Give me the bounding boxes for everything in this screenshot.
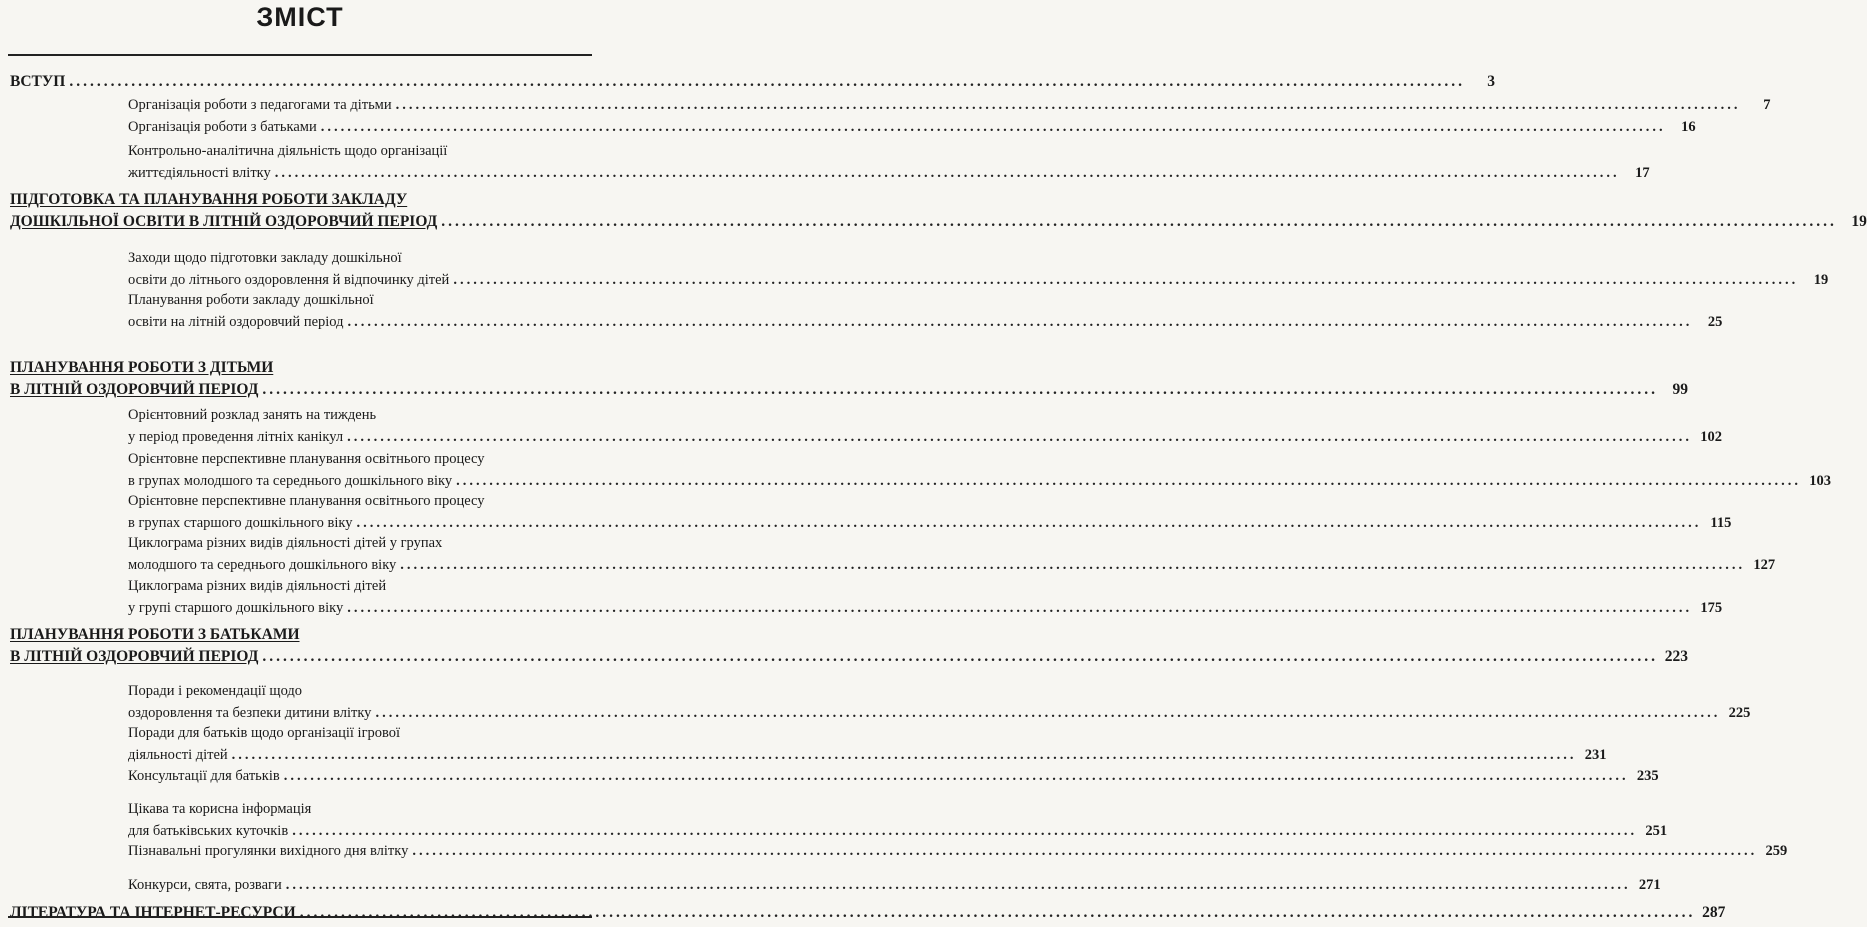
entry-line [10, 357, 598, 379]
page-number: 115 [1710, 515, 1732, 531]
entry-title-line: ПЛАНУВАННЯ РОБОТИ З БАТЬКАМИ [10, 626, 300, 643]
entry-title-line: для батьківських куточків [128, 823, 289, 839]
entry-last-line [128, 311, 1723, 333]
entry-title-line: Конкурси, свята, розваги [128, 877, 282, 893]
dot-leader: ........................................................................................................................................................................................................... [262, 648, 1658, 665]
page-number: 259 [1765, 843, 1788, 859]
entry-title-line: Контрольно-аналітична діяльність щодо організації [128, 143, 448, 159]
page-number: 223 [1664, 648, 1688, 665]
entry-line [128, 490, 598, 512]
toc-subsection [0, 532, 1776, 576]
entry-title-line: ПЛАНУВАННЯ РОБОТИ З ДІТЬМИ [10, 359, 274, 376]
page-number: 3 [1487, 73, 1495, 90]
dot-leader: ........................................................................................................................................................................................................... [395, 97, 1741, 113]
entry-last-line [128, 470, 1831, 492]
entry-last-line [128, 744, 1607, 766]
entry-title-line: Орієнтовне перспективне планування освітнього процесу [128, 451, 485, 467]
entry-title-line: життєдіяльності влітку [128, 165, 271, 181]
toc-section [0, 71, 1495, 93]
toc-subsection [0, 94, 1771, 116]
entry-title-line: Орієнтовне перспективне планування освітнього процесу [128, 493, 485, 509]
entry-last-line [10, 211, 1867, 233]
toc-subsection [0, 575, 1723, 619]
entry-line [128, 532, 598, 554]
top-rule [8, 54, 592, 56]
entry-title-line: діяльності дітей [128, 747, 228, 763]
page-number: 99 [1672, 381, 1688, 398]
page-number: 17 [1635, 165, 1650, 181]
dot-leader: ........................................................................................................................................................................................................... [274, 165, 1620, 181]
page-number: 271 [1638, 877, 1661, 893]
entry-title-line: в групах молодшого та середнього дошкільного віку [128, 473, 453, 489]
entry-title-line: Поради і рекомендації щодо [128, 683, 303, 699]
page-number: 103 [1809, 473, 1831, 489]
entry-title-line: Циклограма різних видів діяльності дітей [128, 578, 387, 594]
entry-line [128, 404, 598, 426]
entry-last-line [128, 597, 1723, 619]
dot-leader: ........................................................................................................................................................................................................... [441, 213, 1837, 230]
entry-line [10, 189, 598, 211]
entry-title-line: В ЛІТНІЙ ОЗДОРОВЧИЙ ПЕРІОД [10, 648, 259, 665]
toc-subsection [0, 874, 1661, 896]
entry-last-line [128, 702, 1751, 724]
dot-leader: ........................................................................................................................................................................................................... [375, 705, 1721, 721]
entry-title-line: Організація роботи з педагогами та дітьми [128, 97, 392, 113]
page-number: 235 [1636, 768, 1659, 784]
entry-line [10, 624, 598, 646]
entry-title-line: оздоровлення та безпеки дитини влітку [128, 705, 372, 721]
entry-last-line [10, 646, 1688, 668]
entry-title-line: у групі старшого дошкільного віку [128, 600, 344, 616]
toc-subsection [0, 116, 1696, 138]
toc-subsection [0, 840, 1788, 862]
entry-title-line: Пізнавальні прогулянки вихідного дня влітку [128, 843, 409, 859]
entry-title-line: Консультації для батьків [128, 768, 280, 784]
dot-leader: ........................................................................................................................................................................................................... [456, 473, 1801, 489]
dot-leader: ........................................................................................................................................................................................................... [412, 843, 1758, 859]
dot-leader: ........................................................................................................................................................................................................... [299, 904, 1696, 921]
toc-subsection [0, 722, 1607, 766]
entry-title-line: Цікава та корисна інформація [128, 801, 312, 817]
toc-subsection [0, 765, 1659, 787]
toc-subsection [0, 490, 1732, 534]
toc-subsection [0, 140, 1650, 184]
entry-title-line: у період проведення літніх канікул [128, 429, 344, 445]
entry-line [128, 575, 598, 597]
page-number: 19 [1851, 213, 1867, 230]
entry-line [128, 798, 598, 820]
toc-section [0, 357, 1688, 401]
page-number: 25 [1707, 314, 1723, 330]
entry-last-line [128, 162, 1650, 184]
toc-section [0, 624, 1688, 668]
entry-line [128, 448, 598, 470]
dot-leader: ........................................................................................................................................................................................................... [400, 557, 1746, 573]
entry-last-line [10, 902, 1726, 924]
entry-title-line: освіти на літній оздоровчий період [128, 314, 344, 330]
page-number: 7 [1763, 97, 1771, 113]
page-number: 231 [1584, 747, 1607, 763]
dot-leader: ........................................................................................................................................................................................................... [231, 747, 1577, 763]
toc-subsection [0, 798, 1668, 842]
entry-last-line [128, 269, 1829, 291]
toc-section [0, 189, 1867, 233]
toc-subsection [0, 404, 1722, 448]
entry-last-line [128, 512, 1732, 534]
entry-title-line: молодшого та середнього дошкільного віку [128, 557, 397, 573]
page-number: 175 [1700, 600, 1723, 616]
entry-title-line: Заходи щодо підготовки закладу дошкільної [128, 250, 402, 266]
entry-title-line: Орієнтовний розклад занять на тиждень [128, 407, 377, 423]
entry-title-line: в групах старшого дошкільного віку [128, 515, 353, 531]
bottom-rule [8, 916, 592, 918]
dot-leader: ........................................................................................................................................................................................................... [356, 515, 1702, 531]
entry-line [128, 722, 598, 744]
dot-leader: ........................................................................................................................................................................................................... [69, 73, 1465, 90]
entry-line [128, 680, 598, 702]
entry-title-line: ЛІТЕРАТУРА ТА ІНТЕРНЕТ-РЕСУРСИ [10, 904, 296, 921]
entry-title-line: ВСТУП [10, 73, 66, 90]
entry-title-line: Організація роботи з батьками [128, 119, 317, 135]
entry-title-line: Планування роботи закладу дошкільної [128, 292, 374, 308]
page-number: 19 [1813, 272, 1829, 288]
page-number: 251 [1645, 823, 1668, 839]
entry-last-line [10, 379, 1688, 401]
dot-leader: ........................................................................................................................................................................................................... [347, 600, 1693, 616]
page-number: 102 [1700, 429, 1722, 445]
toc-subsection [0, 289, 1723, 333]
page-number: 225 [1728, 705, 1751, 721]
dot-leader: ........................................................................................................................................................................................................... [347, 314, 1693, 330]
entry-title-line: ПІДГОТОВКА ТА ПЛАНУВАННЯ РОБОТИ ЗАКЛАДУ [10, 191, 408, 208]
entry-title-line: Циклограма різних видів діяльності дітей у групах [128, 535, 443, 551]
page-number: 16 [1681, 119, 1696, 135]
dot-leader: ........................................................................................................................................................................................................... [347, 429, 1692, 445]
entry-title-line: освіти до літнього оздоровлення й відпочинку дітей [128, 272, 450, 288]
toc-section [0, 902, 1726, 924]
entry-last-line [128, 116, 1696, 138]
entry-last-line [128, 765, 1659, 787]
toc-subsection [0, 680, 1751, 724]
entry-line [128, 247, 598, 269]
page-title: ЗМІСТ [256, 2, 344, 32]
dot-leader: ........................................................................................................................................................................................................... [292, 823, 1638, 839]
dot-leader: ........................................................................................................................................................................................................... [283, 768, 1629, 784]
toc-subsection [0, 247, 1829, 291]
entry-line [128, 140, 598, 162]
entry-last-line [128, 840, 1788, 862]
entry-last-line [128, 554, 1776, 576]
page-number: 127 [1753, 557, 1776, 573]
dot-leader: ........................................................................................................................................................................................................... [453, 272, 1799, 288]
entry-title-line: Поради для батьків щодо організації ігрової [128, 725, 401, 741]
entry-last-line [128, 874, 1661, 896]
entry-title-line: ДОШКІЛЬНОЇ ОСВІТИ В ЛІТНІЙ ОЗДОРОВЧИЙ ПЕРІОД [10, 213, 438, 230]
page-number: 287 [1702, 904, 1726, 921]
dot-leader: ........................................................................................................................................................................................................... [320, 119, 1666, 135]
entry-last-line [128, 820, 1668, 842]
entry-last-line [10, 71, 1495, 93]
entry-last-line [128, 426, 1722, 448]
toc-subsection [0, 448, 1831, 492]
entry-title-line: В ЛІТНІЙ ОЗДОРОВЧИЙ ПЕРІОД [10, 381, 259, 398]
dot-leader: ........................................................................................................................................................................................................... [285, 877, 1631, 893]
dot-leader: ........................................................................................................................................................................................................... [262, 381, 1658, 398]
entry-last-line [128, 94, 1771, 116]
entry-line [128, 289, 598, 311]
